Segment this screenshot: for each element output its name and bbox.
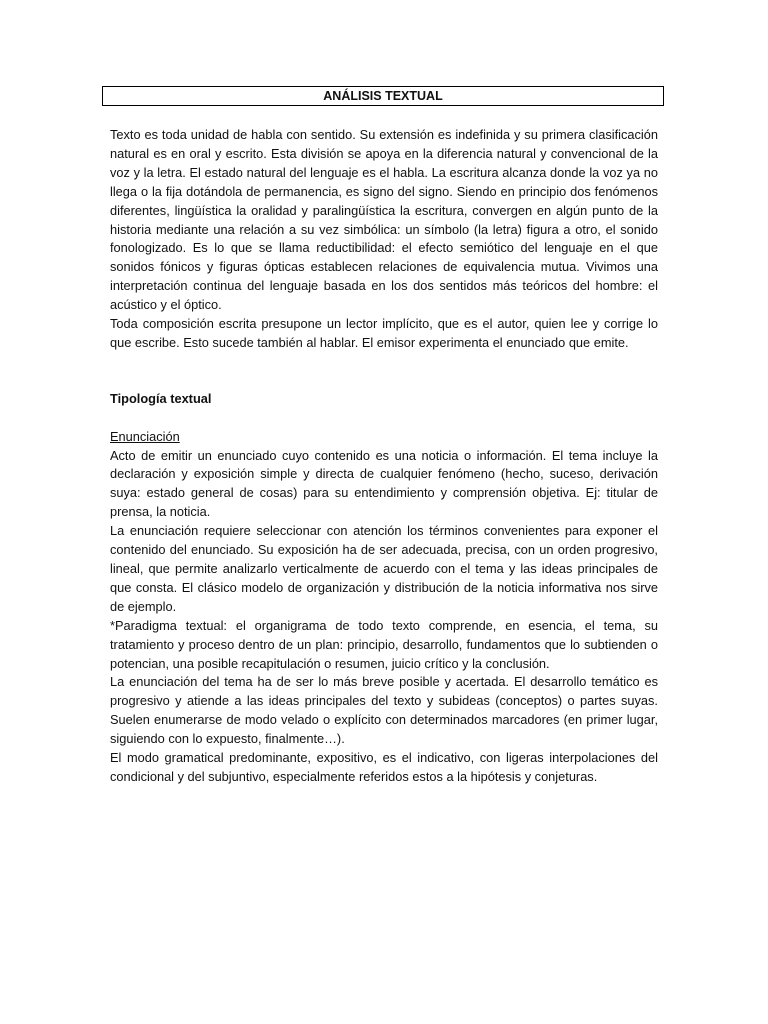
body-paragraph: *Paradigma textual: el organigrama de todo texto comprende, en esencia, el tema, su tratamiento y proceso dentro de un plan: principio, desarrollo, fundamentos que lo subtienden o potencian, una posible recapitulación o resumen, juicio crítico y la conclusión. [110, 617, 658, 671]
body-paragraph: La enunciación del tema ha de ser lo más breve posible y acertada. El desarrollo temático es progresivo y atiende a las ideas principales del texto y subideas (conceptos) o partes suyas. Suelen enumerarse de modo velado o explícito con determinados marcadores (en primer lugar, siguiendo con lo expuesto, finalmente…). [110, 674, 658, 747]
document-title: ANÁLISIS TEXTUAL [102, 86, 664, 106]
body-paragraph: La enunciación requiere seleccionar con atención los términos convenientes para exponer el contenido del enunciado. Su exposición ha de ser adecuada, precisa, con un orden progresivo, lineal, que permite analizarlo verticalmente de acuerdo con el tema y las ideas principales de que consta. El clásico modelo de organización y distribución de la noticia informativa nos sirve de ejemplo. [110, 523, 658, 614]
intro-paragraph: Texto es toda unidad de habla con sentido. Su extensión es indefinida y su primera clasificación natural es en oral y escrito. Esta división se apoya en la diferencia natural y convencional de la voz y la letra. El estado natural del lenguaje es el habla. La escritura alcanza donde la voz ya no llega o la fija dotándola de permanencia, es signo del signo. Siendo en principio dos fenómenos diferentes, lingüística la oralidad y paralingüística la escritura, convergen en algún punto de la historia mediante una relación a su vez simbólica: un símbolo (la letra) figura a otro, el sonido fonologizado. Es lo que se llama reductibilidad: el efecto semiótico del lenguaje en el que sonidos fónicos y figuras ópticas establecen relaciones de equivalencia mutua. Vivimos una interpretación continua del lenguaje basada en los dos sentidos más teóricos del hombre: el acústico y el óptico. [110, 127, 658, 313]
spacer [110, 353, 658, 390]
body-paragraph: Acto de emitir un enunciado cuyo contenido es una noticia o información. El tema incluye la declaración y exposición simple y directa de cualquier fenómeno (hecho, suceso, derivación suya: estado general de cosas) para su entendimiento y comprensión objetiva. Ej: titular de prensa, la noticia. [110, 447, 658, 520]
spacer [110, 409, 658, 428]
intro-paragraph: Toda composición escrita presupone un lector implícito, que es el autor, quien lee y corrige lo que escribe. Esto sucede también al hablar. El emisor experimenta el enunciado que emite. [110, 316, 658, 350]
subsection-heading: Enunciación [110, 428, 180, 444]
body-paragraph: El modo gramatical predominante, expositivo, es el indicativo, con ligeras interpolaciones del condicional y del subjuntivo, especialmente referidos estos a la hipótesis y conjeturas. [110, 750, 658, 784]
section-heading: Tipología textual [110, 390, 212, 406]
document-body [110, 126, 658, 787]
